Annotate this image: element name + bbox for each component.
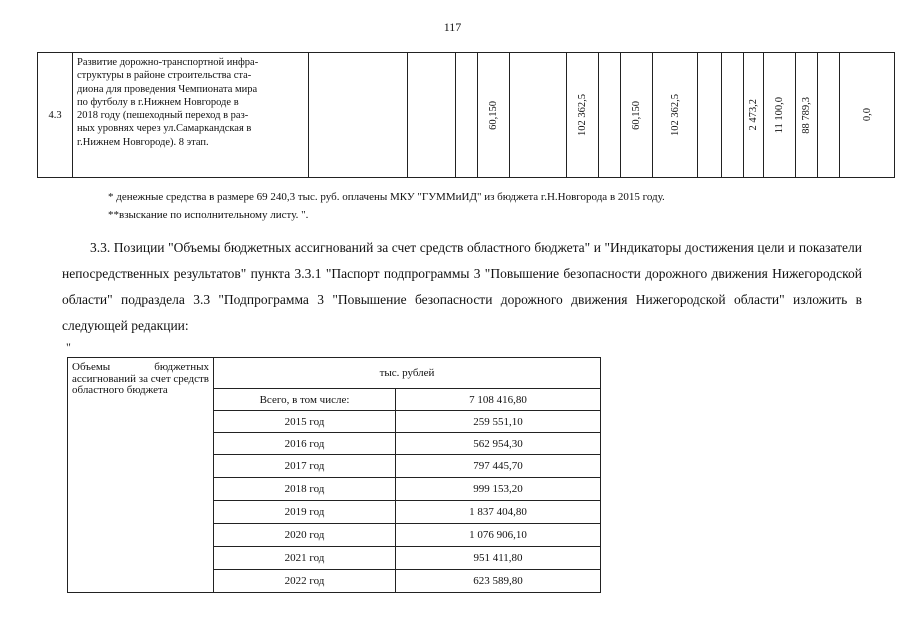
budget-label: Объемы бюджетных ассигнований за счет средств областного бюджета [68, 358, 214, 593]
footnotes [108, 188, 665, 224]
value-cell [818, 53, 840, 178]
row-name: 2022 год [214, 570, 396, 593]
value-cell [408, 53, 456, 178]
row-name: 2018 год [214, 478, 396, 501]
value-cell: 11 100,0 [764, 53, 796, 178]
row-name: 2019 год [214, 501, 396, 524]
row-value: 1 837 404,80 [396, 501, 601, 524]
value-cell [309, 53, 408, 178]
value-cell: 102 362,5 [653, 53, 698, 178]
row-value: 259 551,10 [396, 411, 601, 433]
value-cell: 60,150 [478, 53, 510, 178]
opening-quote: " [66, 340, 71, 354]
body-paragraph: 3.3. Позиции "Объемы бюджетных ассигнований за счет средств областного бюджета" и "Индикаторы достижения цели и показатели непосредственных результатов" пункта 3.3.1 "Паспорт подпрограммы 3 "Повышение безопасности дорожного движения Нижегородской области" подраздела 3.3 "Подпрограмма 3 "Повышение безопасности дорожного движения Нижегородской области" изложить в следующей редакции: [62, 240, 862, 333]
value-cell [510, 53, 567, 178]
value-cell: 60,150 [621, 53, 653, 178]
value-cell [456, 53, 478, 178]
value-cell: 102 362,5 [567, 53, 599, 178]
row-name: 2017 год [214, 455, 396, 478]
row-description: Развитие дорожно-транспортной инфра- структуры в районе строительства ста- диона для проведения Чемпионата мира по футболу в г.Нижнем Новгороде в 2018 году (пешеходный переход в раз- ных уровнях через ул.Самаркандская в г.Нижнем Новгороде). 8 этап. [73, 53, 309, 178]
value-cell [722, 53, 744, 178]
row-value: 951 411,80 [396, 547, 601, 570]
row-index: 4.3 [38, 53, 73, 178]
row-name: 2020 год [214, 524, 396, 547]
value-cell: 0,0 [840, 53, 895, 178]
footnote: * денежные средства в размере 69 240,3 тыс. руб. оплачены МКУ "ГУММиИД" из бюджета г.Н.Новгорода в 2015 году. [108, 191, 665, 203]
row-value: 623 589,80 [396, 570, 601, 593]
value-cell: 2 473,2 [744, 53, 764, 178]
budget-allocation-table [67, 357, 601, 593]
footnote: **взыскание по исполнительному листу. ". [108, 209, 309, 221]
row-name: Всего, в том числе: [214, 389, 396, 411]
row-value: 562 954,30 [396, 433, 601, 455]
row-name: 2016 год [214, 433, 396, 455]
row-name: 2021 год [214, 547, 396, 570]
table-row [38, 53, 895, 178]
row-value: 1 076 906,10 [396, 524, 601, 547]
row-name: 2015 год [214, 411, 396, 433]
page-number: 117 [443, 20, 462, 34]
table-row [68, 358, 601, 389]
value-cell [599, 53, 621, 178]
value-cell [698, 53, 722, 178]
row-value: 797 445,70 [396, 455, 601, 478]
unit-header: тыс. рублей [214, 358, 601, 389]
value-cell: 88 789,3 [796, 53, 818, 178]
row-value: 999 153,20 [396, 478, 601, 501]
row-value: 7 108 416,80 [396, 389, 601, 411]
program-activities-table [37, 52, 895, 178]
